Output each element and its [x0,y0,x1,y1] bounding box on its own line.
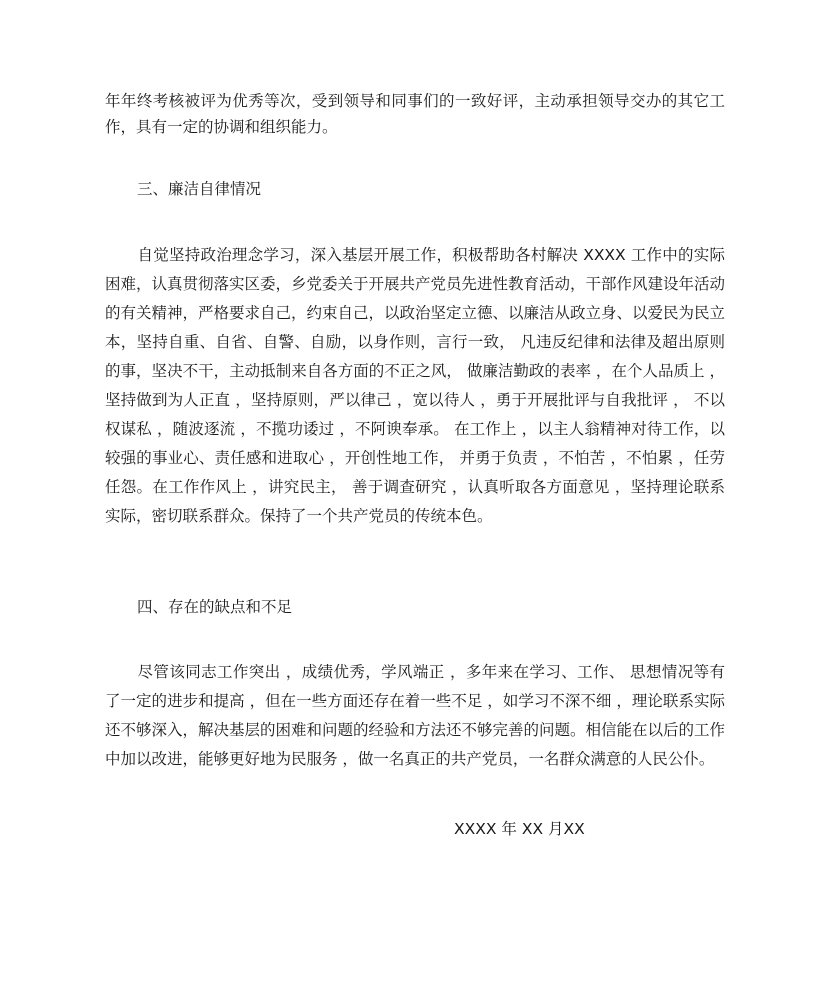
section4-paragraph: 尽管该同志工作突出 ，成绩优秀，学风端正 ，多年来在学习、工作、 思想情况等有了一定的进步和提高 ，但在一些方面还存在着一些不足 ，如学习不深不细 ，理论联系实际还不够深入，解决基层的困难和问题的经验和方法还不够完善的问题。相信能在以后的工作中加以改进，能够更好地为民服务 ，做一名真正的共产党员，一名群众满意的人民公仆。 [105,663,726,768]
section3-heading: 三、廉洁自律情况 [137,180,262,198]
date-line: XXXX 年 XX 月XX [454,820,585,838]
section3-paragraph: 自觉坚持政治理念学习，深入基层开展工作，积极帮助各村解决 XXXX 工作中的实际困难，认真贯彻落实区委，乡党委关于开展共产党员先进性教育活动，干部作风建设年活动的有关精神，严格要求自己，约束自己，以政治坚定立德、以廉洁从政立身、以爱民为民立本，坚持自重、自省、自警、自励，以身作则，言行一致， 凡违反纪律和法律及超出原则的事，坚决不干，主动抵制来自各方面的不正之风， 做廉洁勤政的表率 ，在个人品质上 ，坚持做到为人正直 ，坚持原则，严以律己 ，宽以待人 ，勇于开展批评与自我批评 ， 不以权谋私 ，随波逐流 ，不揽功诿过 ，不阿谀奉承。 在工作上 ，以主人翁精神对待工作，以较强的事业心、责任感和进取心 ，开创性地工作， 并勇于负责 ，不怕苦 ，不怕累 ，任劳任怨。在工作作风上 ，讲究民主， 善于调查研究 ，认真听取各方面意见 ，坚持理论联系实际，密切联系群众。保持了一个共产党员的传统本色。 [105,246,726,525]
section4-heading: 四、存在的缺点和不足 [137,598,293,616]
continuation-paragraph: 年年终考核被评为优秀等次，受到领导和同事们的一致好评，主动承担领导交办的其它工作，具有一定的协调和组织能力。 [105,92,725,136]
